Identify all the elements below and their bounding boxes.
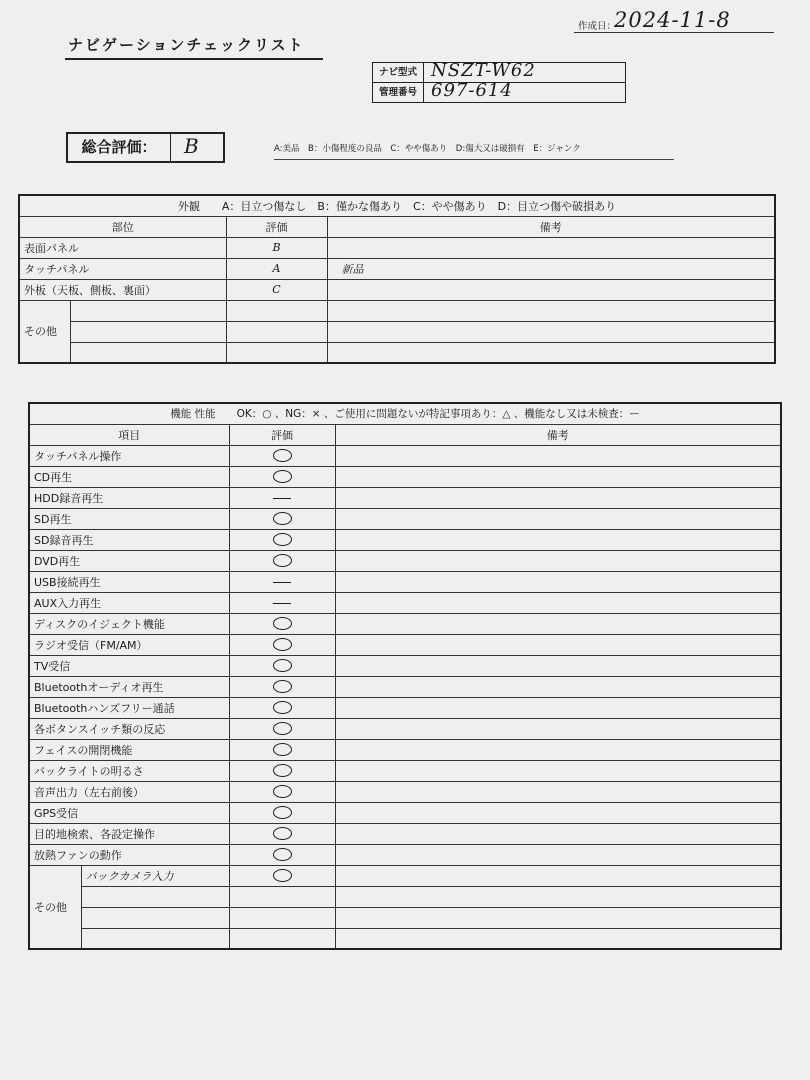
rating-mark xyxy=(229,529,335,550)
table-row xyxy=(19,237,775,258)
other-label: その他 xyxy=(19,300,70,363)
table-row xyxy=(29,823,781,844)
other-item-label xyxy=(81,886,229,907)
rating-mark xyxy=(229,445,335,466)
circle-mark-icon xyxy=(273,764,292,777)
table-row xyxy=(29,571,781,592)
rating-mark xyxy=(229,592,335,613)
part-label: 外板（天板、側板、裏面） xyxy=(19,279,226,300)
note-value xyxy=(327,279,775,300)
item-label: TV受信 xyxy=(29,655,229,676)
item-label: バックライトの明るさ xyxy=(29,760,229,781)
page-title: ナビゲーションチェックリスト xyxy=(68,36,305,54)
note-cell xyxy=(335,907,781,928)
circle-mark-icon xyxy=(273,806,292,819)
dash-mark-icon xyxy=(273,498,291,499)
col-item-header: 項目 xyxy=(29,424,229,445)
table-row xyxy=(29,844,781,865)
other-item-label xyxy=(81,928,229,949)
other-item-label xyxy=(81,907,229,928)
circle-mark-icon xyxy=(273,869,292,882)
table-row xyxy=(19,342,775,363)
overall-rating-value: B xyxy=(184,134,199,158)
rating-mark xyxy=(229,760,335,781)
circle-mark-icon xyxy=(273,638,292,651)
other-label: その他 xyxy=(29,865,81,949)
circle-mark-icon xyxy=(273,680,292,693)
item-label: USB接続再生 xyxy=(29,571,229,592)
note-cell xyxy=(335,508,781,529)
note-cell xyxy=(335,676,781,697)
table-row xyxy=(29,655,781,676)
note-cell xyxy=(335,550,781,571)
circle-mark-icon xyxy=(273,785,292,798)
table-row xyxy=(19,279,775,300)
item-label: フェイスの開閉機能 xyxy=(29,739,229,760)
function-table xyxy=(28,402,782,950)
table-row xyxy=(29,466,781,487)
overall-rating-label: 総合評価： xyxy=(68,134,171,161)
rating-mark xyxy=(229,907,335,928)
table-row xyxy=(19,321,775,342)
col-rating-header: 評価 xyxy=(226,216,327,237)
item-label: HDD録音再生 xyxy=(29,487,229,508)
table-row xyxy=(29,886,781,907)
grade-legend: A:美品 B：小傷程度の良品 C：やや傷あり D:傷大又は破損有 E：ジャンク xyxy=(274,144,581,154)
item-label: ディスクのイジェクト機能 xyxy=(29,613,229,634)
circle-mark-icon xyxy=(273,512,292,525)
table-row xyxy=(29,487,781,508)
item-label: 音声出力（左右前後） xyxy=(29,781,229,802)
management-number-value: 697-614 xyxy=(431,80,513,101)
table-row xyxy=(29,718,781,739)
rating-mark xyxy=(229,739,335,760)
note-cell xyxy=(335,571,781,592)
rating-mark xyxy=(229,676,335,697)
circle-mark-icon xyxy=(273,722,292,735)
note-cell xyxy=(335,823,781,844)
item-label: GPS受信 xyxy=(29,802,229,823)
other-item-label: バックカメラ入力 xyxy=(81,865,229,886)
note-value: 新品 xyxy=(327,258,775,279)
table-row xyxy=(29,739,781,760)
circle-mark-icon xyxy=(273,848,292,861)
table-row xyxy=(19,300,775,321)
circle-mark-icon xyxy=(273,743,292,756)
note-cell xyxy=(335,655,781,676)
rating-mark xyxy=(229,487,335,508)
rating-mark xyxy=(229,466,335,487)
circle-mark-icon xyxy=(273,659,292,672)
note-value xyxy=(327,237,775,258)
rating-mark xyxy=(229,571,335,592)
table-row xyxy=(29,445,781,466)
dash-mark-icon xyxy=(273,582,291,583)
note-cell xyxy=(335,718,781,739)
model-info-box xyxy=(372,62,626,103)
rating-mark xyxy=(229,928,335,949)
circle-mark-icon xyxy=(273,449,292,462)
rating-mark xyxy=(229,718,335,739)
date-underline xyxy=(574,32,774,33)
model-label: ナビ型式 xyxy=(373,63,424,82)
circle-mark-icon xyxy=(273,554,292,567)
rating-mark xyxy=(229,508,335,529)
overall-rating-box xyxy=(66,132,225,163)
appearance-header: 外観 A：目立つ傷なし B：僅かな傷あり C：やや傷あり D：目立つ傷や破損あり xyxy=(19,195,775,216)
rating-mark xyxy=(229,844,335,865)
note-cell xyxy=(335,886,781,907)
note-cell xyxy=(335,487,781,508)
circle-mark-icon xyxy=(273,617,292,630)
note-cell xyxy=(335,613,781,634)
item-label: ラジオ受信（FM/AM） xyxy=(29,634,229,655)
circle-mark-icon xyxy=(273,470,292,483)
col-part-header: 部位 xyxy=(19,216,226,237)
rating-mark xyxy=(229,865,335,886)
rating-mark xyxy=(229,550,335,571)
model-value: NSZT-W62 xyxy=(431,60,536,81)
table-row xyxy=(29,508,781,529)
circle-mark-icon xyxy=(273,701,292,714)
circle-mark-icon xyxy=(273,827,292,840)
note-cell xyxy=(335,802,781,823)
table-row xyxy=(29,550,781,571)
item-label: DVD再生 xyxy=(29,550,229,571)
rating-mark xyxy=(229,697,335,718)
rating-value: A xyxy=(226,258,327,279)
rating-mark xyxy=(229,802,335,823)
note-cell xyxy=(335,592,781,613)
rating-mark xyxy=(229,823,335,844)
item-label: SD録音再生 xyxy=(29,529,229,550)
function-header: 機能 性能 OK：○ 、NG：× 、ご使用に問題ないが特記事項あり：△ 、機能なし又は未検査：ー xyxy=(29,403,781,424)
dash-mark-icon xyxy=(273,603,291,604)
col-rating-header: 評価 xyxy=(229,424,335,445)
note-cell xyxy=(335,529,781,550)
note-cell xyxy=(335,634,781,655)
rating-value: B xyxy=(226,237,327,258)
item-label: Bluetoothハンズフリー通話 xyxy=(29,697,229,718)
table-row xyxy=(29,760,781,781)
note-cell xyxy=(335,865,781,886)
note-cell xyxy=(335,697,781,718)
table-row xyxy=(29,697,781,718)
title-underline xyxy=(65,58,323,60)
table-row xyxy=(29,634,781,655)
table-row xyxy=(29,865,781,886)
circle-mark-icon xyxy=(273,533,292,546)
table-row xyxy=(29,592,781,613)
part-label: 表面パネル xyxy=(19,237,226,258)
item-label: CD再生 xyxy=(29,466,229,487)
table-row xyxy=(19,258,775,279)
table-row xyxy=(29,802,781,823)
note-cell xyxy=(335,781,781,802)
item-label: AUX入力再生 xyxy=(29,592,229,613)
rating-mark xyxy=(229,781,335,802)
item-label: 各ボタンスイッチ類の反応 xyxy=(29,718,229,739)
note-cell xyxy=(335,466,781,487)
item-label: 目的地検索、各設定操作 xyxy=(29,823,229,844)
part-label: タッチパネル xyxy=(19,258,226,279)
item-label: Bluetoothオーディオ再生 xyxy=(29,676,229,697)
table-row xyxy=(29,676,781,697)
rating-value: C xyxy=(226,279,327,300)
note-cell xyxy=(335,739,781,760)
item-label: タッチパネル操作 xyxy=(29,445,229,466)
note-cell xyxy=(335,760,781,781)
rating-mark xyxy=(229,613,335,634)
appearance-table xyxy=(18,194,776,364)
note-cell xyxy=(335,445,781,466)
table-row xyxy=(29,529,781,550)
legend-underline xyxy=(274,159,674,160)
table-row xyxy=(29,781,781,802)
table-row xyxy=(29,907,781,928)
date-value: 2024-11-8 xyxy=(614,8,731,32)
management-number-label: 管理番号 xyxy=(373,83,424,102)
item-label: SD再生 xyxy=(29,508,229,529)
rating-mark xyxy=(229,655,335,676)
rating-mark xyxy=(229,886,335,907)
item-label: 放熱ファンの動作 xyxy=(29,844,229,865)
note-cell xyxy=(335,928,781,949)
note-cell xyxy=(335,844,781,865)
table-row xyxy=(29,928,781,949)
table-row xyxy=(29,613,781,634)
col-notes-header: 備考 xyxy=(327,216,775,237)
date-label: 作成日： xyxy=(578,21,617,32)
rating-mark xyxy=(229,634,335,655)
col-notes-header: 備考 xyxy=(335,424,781,445)
